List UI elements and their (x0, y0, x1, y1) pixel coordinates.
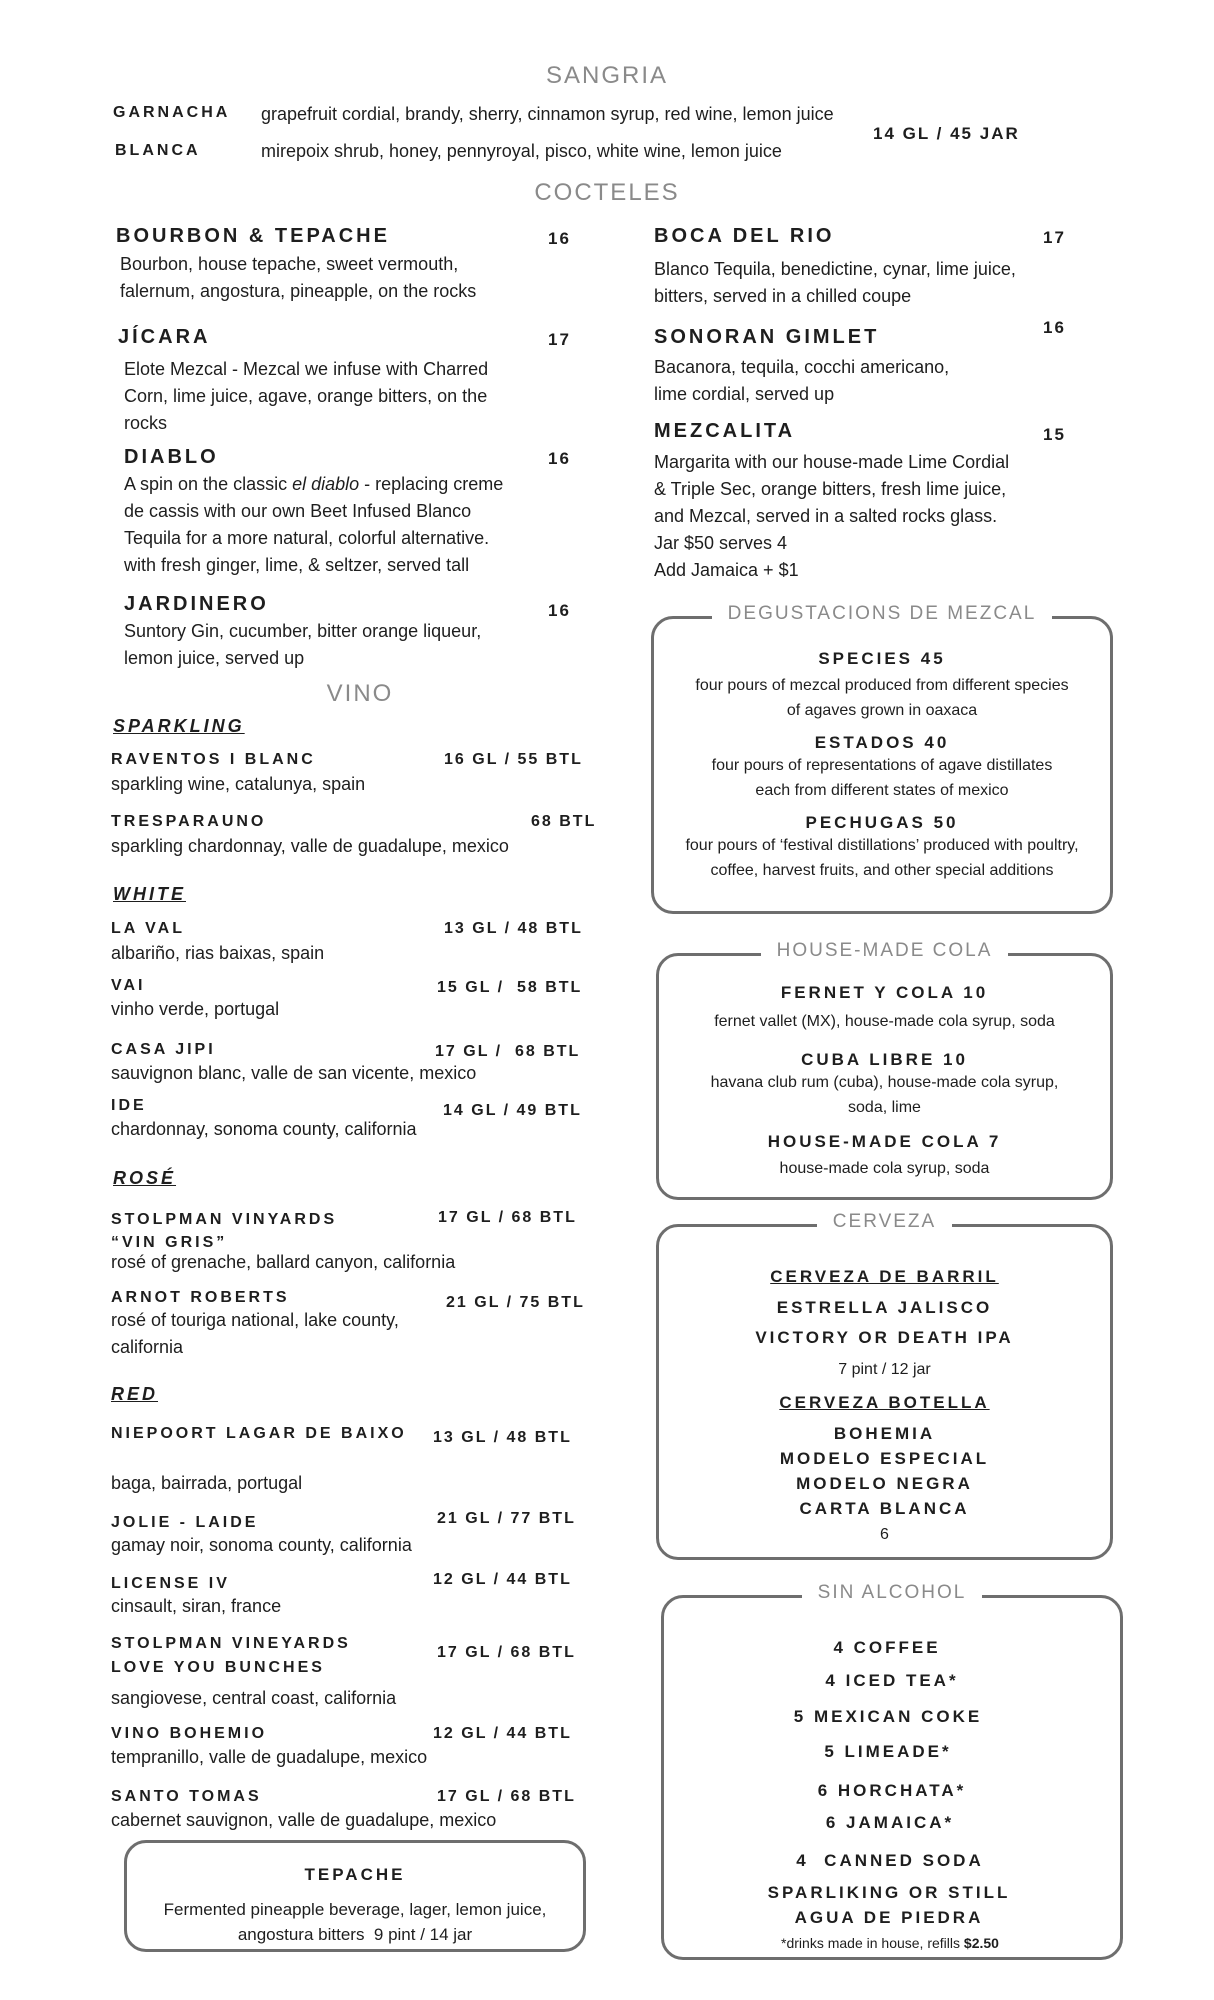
wine-niepoort-name: NIEPOORT LAGAR DE BAIXO (111, 1425, 407, 1442)
cocktail-sonoran-gimlet-price: 16 (1043, 318, 1066, 337)
cocktail-bourbon-tepache-price: 16 (548, 229, 571, 248)
wine-jolie-laide-name: JOLIE - LAIDE (111, 1514, 259, 1531)
cocktail-jicara-price: 17 (548, 330, 571, 349)
cocktail-diablo-price: 16 (548, 449, 571, 468)
cocktail-mezcalita-name: MEZCALITA (654, 420, 796, 442)
cerveza-botella-price: 6 (880, 1526, 889, 1543)
wine-license-iv-name: LICENSE IV (111, 1575, 230, 1592)
wine-casa-jipi-desc: sauvignon blanc, valle de san vicente, mexico (111, 1063, 477, 1083)
cocktail-jardinero-price: 16 (548, 601, 571, 620)
sangria-blanca-desc: mirepoix shrub, honey, pennyroyal, pisco, white wine, lemon juice (261, 141, 782, 161)
wine-stolpman-love-you-bunches-name: STOLPMAN VINEYARDS LOVE YOU BUNCHES (111, 1635, 351, 1676)
cocktail-sonoran-gimlet-name: SONORAN GIMLET (654, 326, 880, 348)
cerveza-title: CERVEZA (659, 1211, 1110, 1233)
cola-house-made: HOUSE-MADE COLA 7 house-made cola syrup, soda (767, 1132, 1002, 1177)
cerveza-botella-label: CERVEZA BOTELLA (779, 1393, 990, 1412)
wine-la-val-price: 13 GL / 48 BTL (444, 920, 583, 937)
sangria-garnacha-desc: grapefruit cordial, brandy, sherry, cinnamon syrup, red wine, lemon juice (261, 104, 834, 124)
cerveza-barril-label: CERVEZA DE BARRIL (770, 1267, 999, 1286)
cerveza-box (656, 1211, 1113, 1560)
wine-arnot-roberts-desc: rosé of touriga national, lake county, california (111, 1310, 399, 1357)
wine-casa-jipi-price: 17 GL / 68 BTL (435, 1043, 581, 1060)
cerveza-carta-blanca: CARTA BLANCA (799, 1499, 970, 1518)
cerveza-modelo-especial: MODELO ESPECIAL (779, 1449, 990, 1468)
cocktail-jicara-desc: Elote Mezcal - Mezcal we infuse with Charred Corn, lime juice, agave, orange bitters, on the rocks (124, 359, 489, 433)
tepache-desc: Fermented pineapple beverage, lager, lemon juice, angostura bitters 9 pint / 14 jar (163, 1900, 547, 1944)
mezcal-pechugas: PECHUGAS 50 four pours of ‘festival distillations’ produced with poultry, coffee, harvest fruits, and other special additions (685, 813, 1079, 879)
sin-agua-de-piedra: AGUA DE PIEDRA (794, 1908, 984, 1927)
wine-license-iv-desc: cinsault, siran, france (111, 1596, 282, 1616)
sin-alcohol-box (661, 1582, 1123, 1960)
tepache-title: TEPACHE (304, 1865, 406, 1884)
sin-coffee: 4 COFFEE (833, 1638, 941, 1657)
wine-tresparauno-desc: sparkling chardonnay, valle de guadalupe, mexico (111, 836, 509, 856)
wine-vai-name: VAI (111, 977, 146, 994)
cola-fernet: FERNET Y COLA 10 fernet vallet (MX), house-made cola syrup, soda (714, 983, 1055, 1030)
wine-la-val-name: LA VAL (111, 920, 185, 937)
mezcal-estados: ESTADOS 40 four pours of representations of agave distillates each from different states of mexico (711, 733, 1053, 799)
wine-vai-desc: vinho verde, portugal (111, 999, 280, 1019)
wine-vino-bohemio-price: 12 GL / 44 BTL (433, 1725, 572, 1742)
wine-la-val-desc: albariño, rias baixas, spain (111, 943, 325, 963)
sangria-heading: SANGRIA (545, 62, 669, 89)
mezcal-tasting-title: DEGUSTACIONS DE MEZCAL (654, 603, 1110, 625)
wine-tresparauno-price: 68 BTL (531, 813, 597, 830)
wine-niepoort-desc: baga, bairrada, portugal (111, 1473, 303, 1493)
cocktail-mezcalita-price: 15 (1043, 425, 1066, 444)
cerveza-modelo-negra: MODELO NEGRA (796, 1474, 973, 1493)
cola-cuba-libre: CUBA LIBRE 10 havana club rum (cuba), house-made cola syrup, soda, lime (710, 1050, 1059, 1116)
wine-category-white: WHITE (113, 884, 186, 904)
wine-vai-price: 15 GL / 58 BTL (437, 979, 583, 996)
wine-stolpman-love-you-bunches-price: 17 GL / 68 BTL (437, 1644, 576, 1661)
wine-jolie-laide-price: 21 GL / 77 BTL (437, 1510, 576, 1527)
sin-jamaica: 6 JAMAICA* (825, 1813, 955, 1832)
wine-stolpman-vin-gris-price: 17 GL / 68 BTL (438, 1209, 577, 1226)
wine-raventos-price: 16 GL / 55 BTL (444, 751, 583, 768)
wine-raventos-name: RAVENTOS I BLANC (111, 751, 316, 768)
mezcal-species: SPECIES 45 four pours of mezcal produced from different species of agaves grown in oaxaca (695, 649, 1069, 719)
wine-stolpman-vin-gris-name: STOLPMAN VINYARDS “VIN GRIS” (111, 1211, 338, 1251)
cerveza-bohemia: BOHEMIA (833, 1424, 936, 1443)
cocktail-bourbon-tepache-desc: Bourbon, house tepache, sweet vermouth, falernum, angostura, pineapple, on the rocks (120, 254, 477, 301)
wine-category-sparkling: SPARKLING (113, 716, 245, 736)
wine-arnot-roberts-price: 21 GL / 75 BTL (446, 1294, 585, 1311)
sin-limeade: 5 LIMEADE* (824, 1742, 952, 1761)
cocktail-mezcalita-desc: Margarita with our house-made Lime Cordial & Triple Sec, orange bitters, fresh lime juice, and Mezcal, served in a salted rocks glass. Jar $50 serves 4 Add Jamaica + $1 (654, 452, 1010, 580)
wine-jolie-laide-desc: gamay noir, sonoma county, california (111, 1535, 412, 1555)
wine-category-red: RED (111, 1384, 159, 1404)
cocktail-diablo-desc: A spin on the classic el diablo - replacing creme de cassis with our own Beet Infused Blanco Tequila for a more natural, colorful alternative. with fresh ginger, lime, & seltzer, served tall (124, 474, 504, 575)
sin-iced-tea: 4 ICED TEA* (825, 1671, 959, 1690)
cola-title: HOUSE-MADE COLA (659, 940, 1110, 962)
sin-canned-soda: 4 CANNED SODA (796, 1851, 984, 1870)
cocktail-jicara-name: JÍCARA (118, 326, 211, 348)
cocteles-heading: COCTELES (534, 179, 680, 206)
cocktail-jardinero-desc: Suntory Gin, cucumber, bitter orange liqueur, lemon juice, served up (124, 621, 482, 668)
wine-stolpman-vin-gris-desc: rosé of grenache, ballard canyon, california (111, 1252, 456, 1272)
sin-horchata: 6 HORCHATA* (817, 1781, 967, 1800)
wine-niepoort-price: 13 GL / 48 BTL (433, 1429, 572, 1446)
wine-vino-bohemio-name: VINO BOHEMIO (111, 1725, 268, 1742)
cocktail-boca-del-rio-desc: Blanco Tequila, benedictine, cynar, lime juice, bitters, served in a chilled coupe (654, 259, 1016, 306)
wine-ide-name: IDE (111, 1097, 147, 1114)
wine-raventos-desc: sparkling wine, catalunya, spain (111, 774, 366, 794)
cerveza-victory-or-death: VICTORY OR DEATH IPA (755, 1328, 1014, 1347)
cerveza-estrella-jalisco: ESTRELLA JALISCO (776, 1298, 993, 1317)
wine-santo-tomas-name: SANTO TOMAS (111, 1788, 262, 1805)
wine-stolpman-love-you-bunches-desc: sangiovese, central coast, california (111, 1688, 397, 1708)
wine-ide-desc: chardonnay, sonoma county, california (111, 1119, 417, 1139)
wine-category-rose: ROSÉ (113, 1168, 177, 1188)
cocktail-bourbon-tepache-name: BOURBON & TEPACHE (116, 225, 390, 247)
cerveza-barril-price: 7 pint / 12 jar (838, 1361, 931, 1378)
wine-santo-tomas-desc: cabernet sauvignon, valle de guadalupe, mexico (111, 1810, 497, 1830)
wine-vino-bohemio-desc: tempranillo, valle de guadalupe, mexico (111, 1747, 428, 1767)
cocktail-boca-del-rio-name: BOCA DEL RIO (654, 225, 835, 247)
tepache-box (124, 1840, 586, 1952)
vino-heading: VINO (326, 680, 394, 707)
cocktail-jardinero-name: JARDINERO (124, 593, 269, 615)
sin-alcohol-note: *drinks made in house, refills $2.50 (781, 1935, 999, 1951)
mezcal-tasting-box (651, 603, 1113, 914)
wine-ide-price: 14 GL / 49 BTL (443, 1102, 582, 1119)
cocktail-diablo-name: DIABLO (124, 446, 219, 468)
wine-santo-tomas-price: 17 GL / 68 BTL (437, 1788, 576, 1805)
sin-mexican-coke: 5 MEXICAN COKE (793, 1707, 983, 1726)
sangria-garnacha-name: GARNACHA (113, 104, 231, 121)
cocktail-boca-del-rio-price: 17 (1043, 228, 1066, 247)
wine-tresparauno-name: TRESPARAUNO (111, 813, 267, 830)
sangria-price: 14 GL / 45 JAR (873, 124, 1020, 143)
wine-arnot-roberts-name: ARNOT ROBERTS (111, 1289, 290, 1306)
sin-sparkling-or-still: SPARLIKING OR STILL (767, 1883, 1011, 1902)
cocktail-sonoran-gimlet-desc: Bacanora, tequila, cocchi americano, lime cordial, served up (654, 357, 950, 404)
wine-casa-jipi-name: CASA JIPI (111, 1041, 216, 1058)
sangria-blanca-name: BLANCA (115, 142, 201, 159)
cola-box (656, 940, 1113, 1200)
sin-alcohol-title: SIN ALCOHOL (664, 1582, 1120, 1604)
wine-license-iv-price: 12 GL / 44 BTL (433, 1571, 572, 1588)
